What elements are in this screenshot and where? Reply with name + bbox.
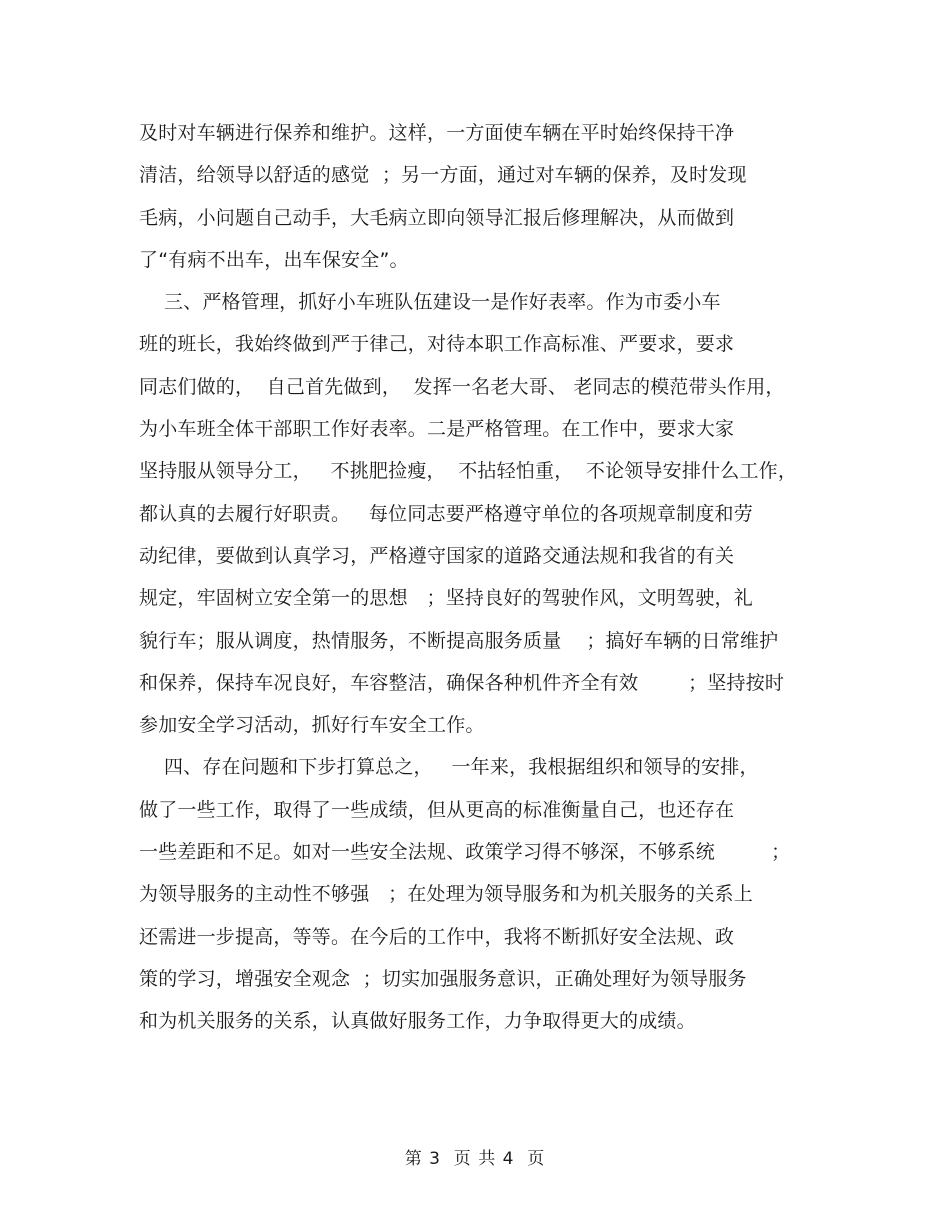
text-line: 清洁，给领导以舒适的感觉 ；另一方面，通过对车辆的保养，及时发现 [139, 164, 747, 187]
text-line: 同志们做的， 自己首先做到， 发挥一名老大哥、 老同志的模范带头作用， [139, 375, 785, 398]
text-line: 一些差距和不足。如对一些安全法规、政策学习得不够深，不够系统 ； [139, 841, 791, 864]
body-text [139, 112, 819, 1043]
text-line: 还需进一步提高，等等。在今后的工作中，我将不断抓好安全法规、政 [139, 925, 735, 948]
text-line: 动纪律，要做到认真学习，严格遵守国家的道路交通法规和我省的有关 [139, 544, 735, 567]
text-line: 班的班长，我始终做到严于律己，对待本职工作高标准、严要求，要求 [139, 333, 735, 356]
text-line: 及时对车辆进行保养和维护。这样，一方面使车辆在平时始终保持干净 [139, 122, 735, 144]
section-heading-line: 四、存在问题和下步打算总之， 一年来，我根据组织和领导的安排， [139, 756, 759, 779]
text-line: 参加安全学习活动，抓好行车安全工作。 [139, 714, 485, 737]
page-number-footer: 第 3 页 共 4 页 [404, 1149, 546, 1169]
text-line: 做了一些工作，取得了一些成绩，但从更高的标准衡量自己，也还存在 [139, 798, 735, 821]
text-line: 和为机关服务的关系，认真做好服务工作，力争取得更大的成绩。 [139, 1010, 696, 1033]
text-line: 毛病，小问题自己动手，大毛病立即向领导汇报后修理解决，从而做到 [139, 206, 735, 229]
text-line: 策的学习，增强安全观念 ；切实加强服务意识，正确处理好为领导服务 [139, 967, 747, 990]
text-line: 坚持服从领导分工， 不挑肥捡瘦， 不拈轻怕重， 不论领导安排什么工作， [139, 460, 798, 483]
text-line: 为领导服务的主动性不够强 ；在处理为领导服务和为机关服务的关系上 [139, 883, 753, 906]
text-line: 为小车班全体干部职工作好表率。二是严格管理。在工作中，要求大家 [139, 418, 735, 441]
text-line: 都认真的去履行好职责。 每位同志要严格遵守单位的各项规章制度和劳 [139, 502, 753, 525]
section-heading-line: 三、严格管理，抓好小车班队伍建设一是作好表率。作为市委小车 [139, 291, 721, 314]
text-line: 规定，牢固树立安全第一的思想 ；坚持良好的驾驶作风，文明驾驶，礼 [139, 587, 753, 610]
text-line: 和保养，保持车况良好，车容整洁，确保各种机件齐全有效 ；坚持按时 [139, 671, 785, 694]
text-line: 了“有病不出车，出车保安全”。 [139, 248, 409, 271]
text-line: 貌行车；服从调度，热情服务，不断提高服务质量 ；搞好车辆的日常维护 [139, 629, 779, 652]
